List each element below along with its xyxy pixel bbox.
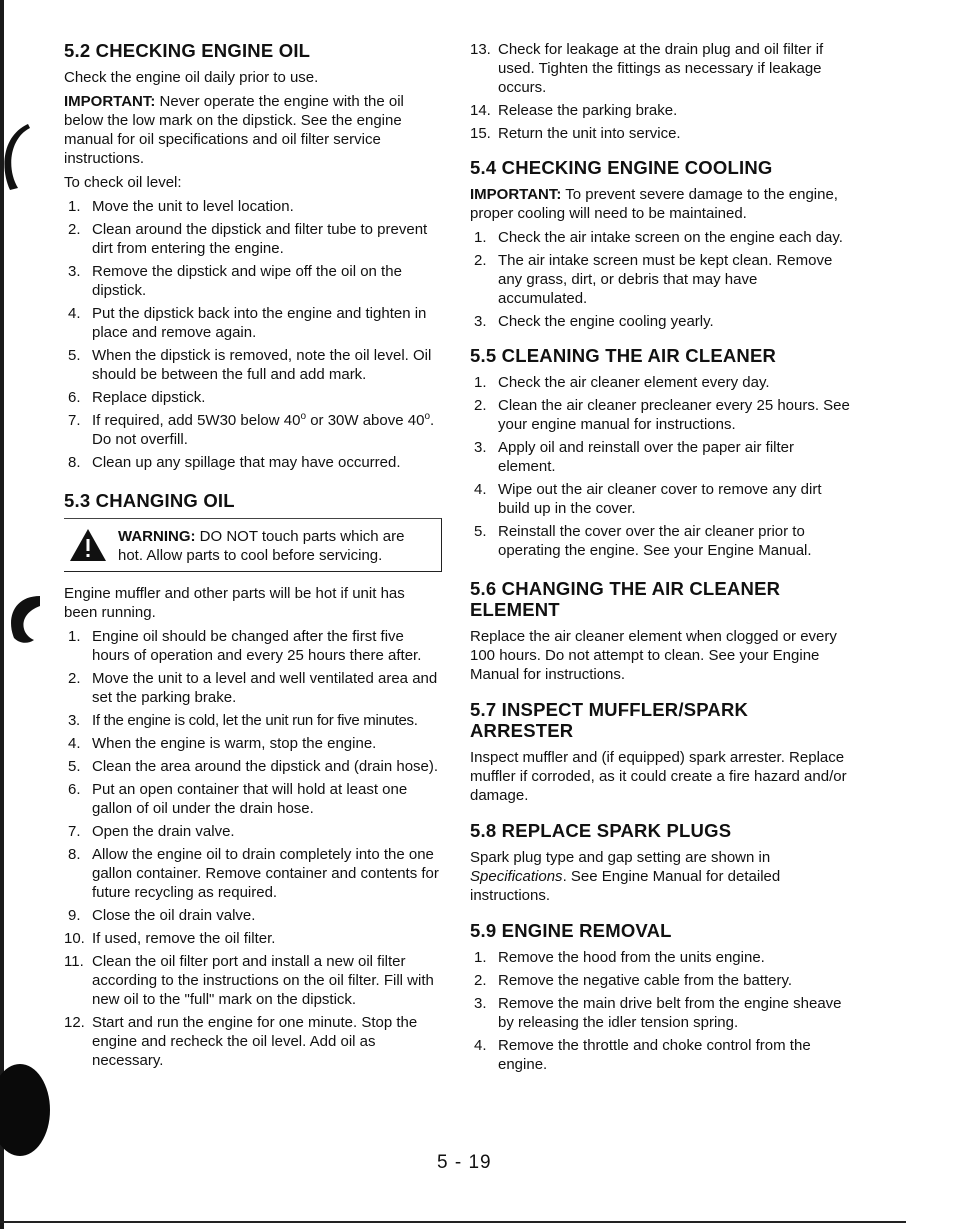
item-text: Put the dipstick back into the engine and tighten in place and remove again.	[92, 305, 427, 341]
left-column	[64, 40, 442, 1074]
item-number: 5.	[474, 523, 487, 540]
list-item	[470, 971, 850, 990]
item-number: 2.	[68, 670, 81, 687]
item-number: 12.	[64, 1014, 85, 1031]
list-item	[64, 822, 442, 841]
steps-list-5-3	[64, 627, 442, 1070]
item-text: Clean the area around the dipstick and (drain hose).	[92, 758, 439, 775]
section-title-5-5: 5.5 CLEANING THE AIR CLEANER	[470, 345, 777, 366]
important-text: Never operate the engine with the oil below the low mark on the dipstick. See the engine manual for oil specifications and oil filter service instructions.	[64, 93, 404, 167]
item-text: Release the parking brake.	[498, 102, 678, 119]
item-text: Check the air intake screen on the engine each day.	[498, 229, 843, 246]
list-item	[470, 40, 850, 97]
item-text: Return the unit into service.	[498, 125, 681, 142]
item-text: Apply oil and reinstall over the paper air filter element.	[498, 439, 794, 475]
list-item	[470, 1036, 850, 1074]
list-item	[470, 124, 850, 143]
list-item	[470, 438, 850, 476]
important-note	[64, 92, 442, 168]
item-text: Put an open container that will hold at least one gallon of oil under the drain hose.	[92, 781, 408, 817]
item-text: Check for leakage at the drain plug and oil filter if used. Tighten the fittings as necessary if leakage occurs.	[498, 41, 824, 96]
steps-list-5-5	[470, 373, 850, 560]
section-title-5-8: 5.8 REPLACE SPARK PLUGS	[470, 820, 732, 841]
item-number: 3.	[474, 313, 487, 330]
specifications-reference: Specifications	[470, 868, 563, 885]
paragraph: Engine muffler and other parts will be hot if unit has been running.	[64, 585, 405, 621]
list-item	[470, 312, 850, 331]
list-item	[64, 346, 442, 384]
item-number: 6.	[68, 781, 81, 798]
binder-ring-mark	[0, 118, 50, 198]
item-number: 3.	[68, 263, 81, 280]
paragraph: To check oil level:	[64, 174, 182, 191]
item-text: Close the oil drain valve.	[92, 907, 256, 924]
bottom-rule	[0, 1221, 906, 1223]
list-item	[470, 480, 850, 518]
item-text: Check the engine cooling yearly.	[498, 313, 714, 330]
list-item	[470, 373, 850, 392]
item-text: Engine oil should be changed after the first five hours of operation and every 25 hours there after.	[92, 628, 422, 664]
list-item	[64, 906, 442, 925]
item-text: Replace dipstick.	[92, 389, 206, 406]
steps-list-5-9	[470, 948, 850, 1074]
item-text: Move the unit to level location.	[92, 198, 294, 215]
item-text: Remove the hood from the units engine.	[498, 949, 765, 966]
list-item	[470, 101, 850, 120]
item-text: Reinstall the cover over the air cleaner prior to operating the engine. See your Engine Manual.	[498, 523, 812, 559]
item-number: 7.	[68, 412, 81, 429]
section-title-5-9: 5.9 ENGINE REMOVAL	[470, 920, 672, 941]
list-item	[64, 262, 442, 300]
paragraph: Inspect muffler and (if equipped) spark arrester. Replace muffler if corroded, as it could create a fire hazard and/or damage.	[470, 749, 847, 804]
list-item	[64, 780, 442, 818]
item-text: Allow the engine oil to drain completely into the one gallon container. Remove container and contents for future recycling as required.	[92, 846, 439, 901]
item-number: 8.	[68, 846, 81, 863]
item-number: 1.	[68, 628, 81, 645]
item-text: Check the air cleaner element every day.	[498, 374, 770, 391]
item-number: 15.	[470, 125, 491, 142]
steps-list-5-2	[64, 197, 442, 472]
list-item	[470, 228, 850, 247]
list-item	[64, 453, 442, 472]
paragraph: Check the engine oil daily prior to use.	[64, 69, 319, 86]
item-number: 1.	[474, 949, 487, 966]
item-number: 14.	[470, 102, 491, 119]
list-item	[64, 952, 442, 1009]
item-number: 13.	[470, 41, 491, 58]
steps-list-5-3-continued	[470, 40, 850, 143]
item-text: Clean the air cleaner precleaner every 25 hours. See your engine manual for instructions.	[498, 397, 850, 433]
warning-box	[64, 518, 442, 572]
list-item	[64, 669, 442, 707]
item-text: Clean around the dipstick and filter tube to prevent dirt from entering the engine.	[92, 221, 428, 257]
list-item	[64, 197, 442, 216]
item-number: 11.	[64, 953, 84, 970]
item-text: Remove the throttle and choke control from the engine.	[498, 1037, 811, 1073]
list-item	[64, 1013, 442, 1070]
item-text: Clean the oil filter port and install a new oil filter according to the instructions on the oil filter. Fill with new oil to the "full" mark on the dipstick.	[92, 953, 434, 1008]
section-title-5-6: 5.6 CHANGING THE AIR CLEANER ELEMENT	[470, 578, 781, 620]
list-item	[64, 734, 442, 753]
list-item	[64, 388, 442, 407]
item-text: Clean up any spillage that may have occurred.	[92, 454, 401, 471]
right-column	[470, 40, 850, 1078]
item-text: The air intake screen must be kept clean. Remove any grass, dirt, or debris that may have accumulated.	[498, 252, 833, 307]
item-text: When the dipstick is removed, note the oil level. Oil should be between the full and add mark.	[92, 347, 432, 383]
steps-list-5-4	[470, 228, 850, 331]
binder-ring-mark	[0, 588, 50, 648]
item-text: When the engine is warm, stop the engine.	[92, 735, 377, 752]
item-text: Remove the negative cable from the battery.	[498, 972, 793, 989]
item-text: If used, remove the oil filter.	[92, 930, 276, 947]
important-label: IMPORTANT:	[64, 93, 156, 110]
item-number: 3.	[68, 712, 80, 729]
item-text: If required, add 5W30 below 40$^o$ or 30W above 40$^o$. Do not overfill.	[92, 411, 435, 448]
item-number: 2.	[474, 252, 487, 269]
list-item	[64, 845, 442, 902]
list-item	[64, 304, 442, 342]
item-number: 4.	[68, 735, 81, 752]
item-number: 3.	[474, 995, 487, 1012]
list-item	[470, 948, 850, 967]
item-text: If the engine is cold, let the unit run for five minutes.	[92, 712, 418, 729]
item-number: 2.	[474, 972, 487, 989]
list-item	[64, 627, 442, 665]
item-number: 1.	[474, 374, 487, 391]
list-item	[64, 929, 442, 948]
section-title-5-7: 5.7 INSPECT MUFFLER/SPARK ARRESTER	[470, 699, 749, 741]
list-item	[64, 711, 442, 730]
list-item	[470, 251, 850, 308]
item-number: 4.	[68, 305, 81, 322]
item-text: Remove the dipstick and wipe off the oil on the dipstick.	[92, 263, 402, 299]
item-number: 4.	[474, 1037, 487, 1054]
important-text: To prevent severe damage to the engine, proper cooling will need to be maintained.	[470, 186, 838, 222]
item-number: 3.	[474, 439, 487, 456]
item-number: 1.	[68, 198, 81, 215]
list-item	[64, 757, 442, 776]
item-text: Move the unit to a level and well ventilated area and set the parking brake.	[92, 670, 438, 706]
warning-triangle-icon	[68, 527, 108, 563]
paragraph: Replace the air cleaner element when clogged or every 100 hours. Do not attempt to clean. See your Engine Manual for instructions.	[470, 628, 837, 683]
item-number: 6.	[68, 389, 81, 406]
important-label: IMPORTANT:	[470, 186, 562, 203]
binder-hole-mark	[0, 1050, 60, 1170]
list-item	[470, 994, 850, 1032]
section-title-5-3: 5.3 CHANGING OIL	[64, 490, 235, 511]
section-title-5-4: 5.4 CHECKING ENGINE COOLING	[470, 157, 773, 178]
paragraph: Spark plug type and gap setting are shown in Specifications. See Engine Manual for detailed instructions.	[470, 849, 781, 904]
list-item	[470, 522, 850, 560]
item-number: 1.	[474, 229, 487, 246]
section-title-5-2: 5.2 CHECKING ENGINE OIL	[64, 40, 311, 61]
item-number: 5.	[68, 758, 81, 775]
item-number: 9.	[68, 907, 81, 924]
list-item	[64, 220, 442, 258]
item-text: Remove the main drive belt from the engine sheave by releasing the idler tension spring.	[498, 995, 842, 1031]
warning-label: WARNING:	[118, 528, 196, 545]
item-number: 7.	[68, 823, 81, 840]
warning-text: DO NOT touch parts which are hot. Allow parts to cool before servicing.	[118, 528, 405, 564]
item-number: 2.	[68, 221, 81, 238]
item-number: 5.	[68, 347, 81, 364]
item-number: 4.	[474, 481, 487, 498]
item-text: Open the drain valve.	[92, 823, 235, 840]
item-text: Start and run the engine for one minute. Stop the engine and recheck the oil level. Add oil as necessary.	[92, 1014, 418, 1069]
item-number: 10.	[64, 930, 85, 947]
important-note	[470, 185, 850, 223]
page-number: 5 - 19	[437, 1152, 492, 1173]
list-item	[470, 396, 850, 434]
item-number: 2.	[474, 397, 487, 414]
item-number: 8.	[68, 454, 81, 471]
list-item	[64, 411, 442, 449]
item-text: Wipe out the air cleaner cover to remove any dirt build up in the cover.	[498, 481, 822, 517]
